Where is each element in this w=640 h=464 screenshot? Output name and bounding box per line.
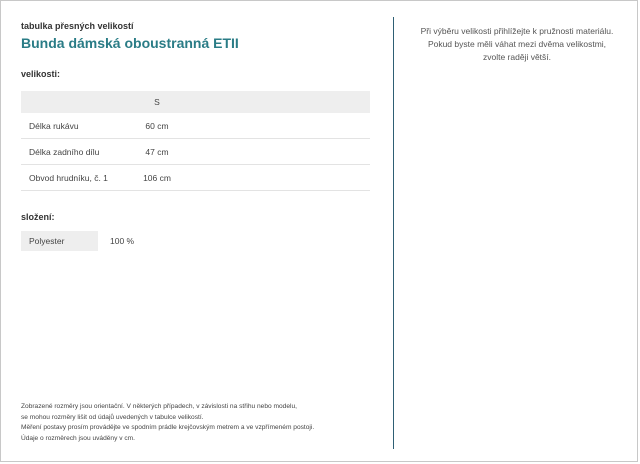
table-row [21,165,370,191]
footer-line: Měření postavy prosím provádějte ve spodním prádle krejčovským metrem a ve vzpřímeném postoji. [21,424,315,431]
size-table-filler [184,91,370,113]
sizes-label: velikosti: [21,69,61,79]
size-table-header [21,91,370,113]
measurement-name: Délka rukávu [21,113,130,139]
note-line: Při výběru velikosti přihlížejte k pružnosti materiálu. [420,26,614,36]
size-table [21,91,370,191]
measurement-value: 106 cm [130,165,184,191]
vertical-divider [393,17,394,449]
note-line: zvolte raději větší. [482,52,552,62]
size-column-header: S [130,91,184,113]
footer-line: Údaje o rozměrech jsou uváděny v cm. [21,434,135,442]
page-subtitle: tabulka přesných velikostí [21,21,134,31]
table-row [21,139,370,165]
footer-line: se mohou rozměry lišit od údajů uvedených v tabulce velikostí. [21,413,204,421]
measurement-value: 47 cm [130,139,184,165]
material-percent: 100 % [110,236,135,246]
size-table-corner [21,91,130,113]
size-advice-note [409,25,625,64]
header [21,21,371,51]
measurement-name: Délka zadního dílu [21,139,130,165]
measurement-name: Obvod hrudníku, č. 1 [21,165,130,191]
measurement-value: 60 cm [130,113,184,139]
table-row [21,113,370,139]
material-name: Polyester [21,231,98,251]
footer-line: Zobrazené rozměry jsou orientační. V některých případech, v závislosti na střihu nebo modelu, [21,403,297,410]
composition-row [21,231,134,251]
composition-label: složení: [21,212,55,222]
footer-disclaimer [21,402,381,444]
note-line: Pokud byste měli váhat mezi dvěma velikostmi, [427,39,607,49]
page-title: Bunda dámská oboustranná ETII [21,35,239,51]
